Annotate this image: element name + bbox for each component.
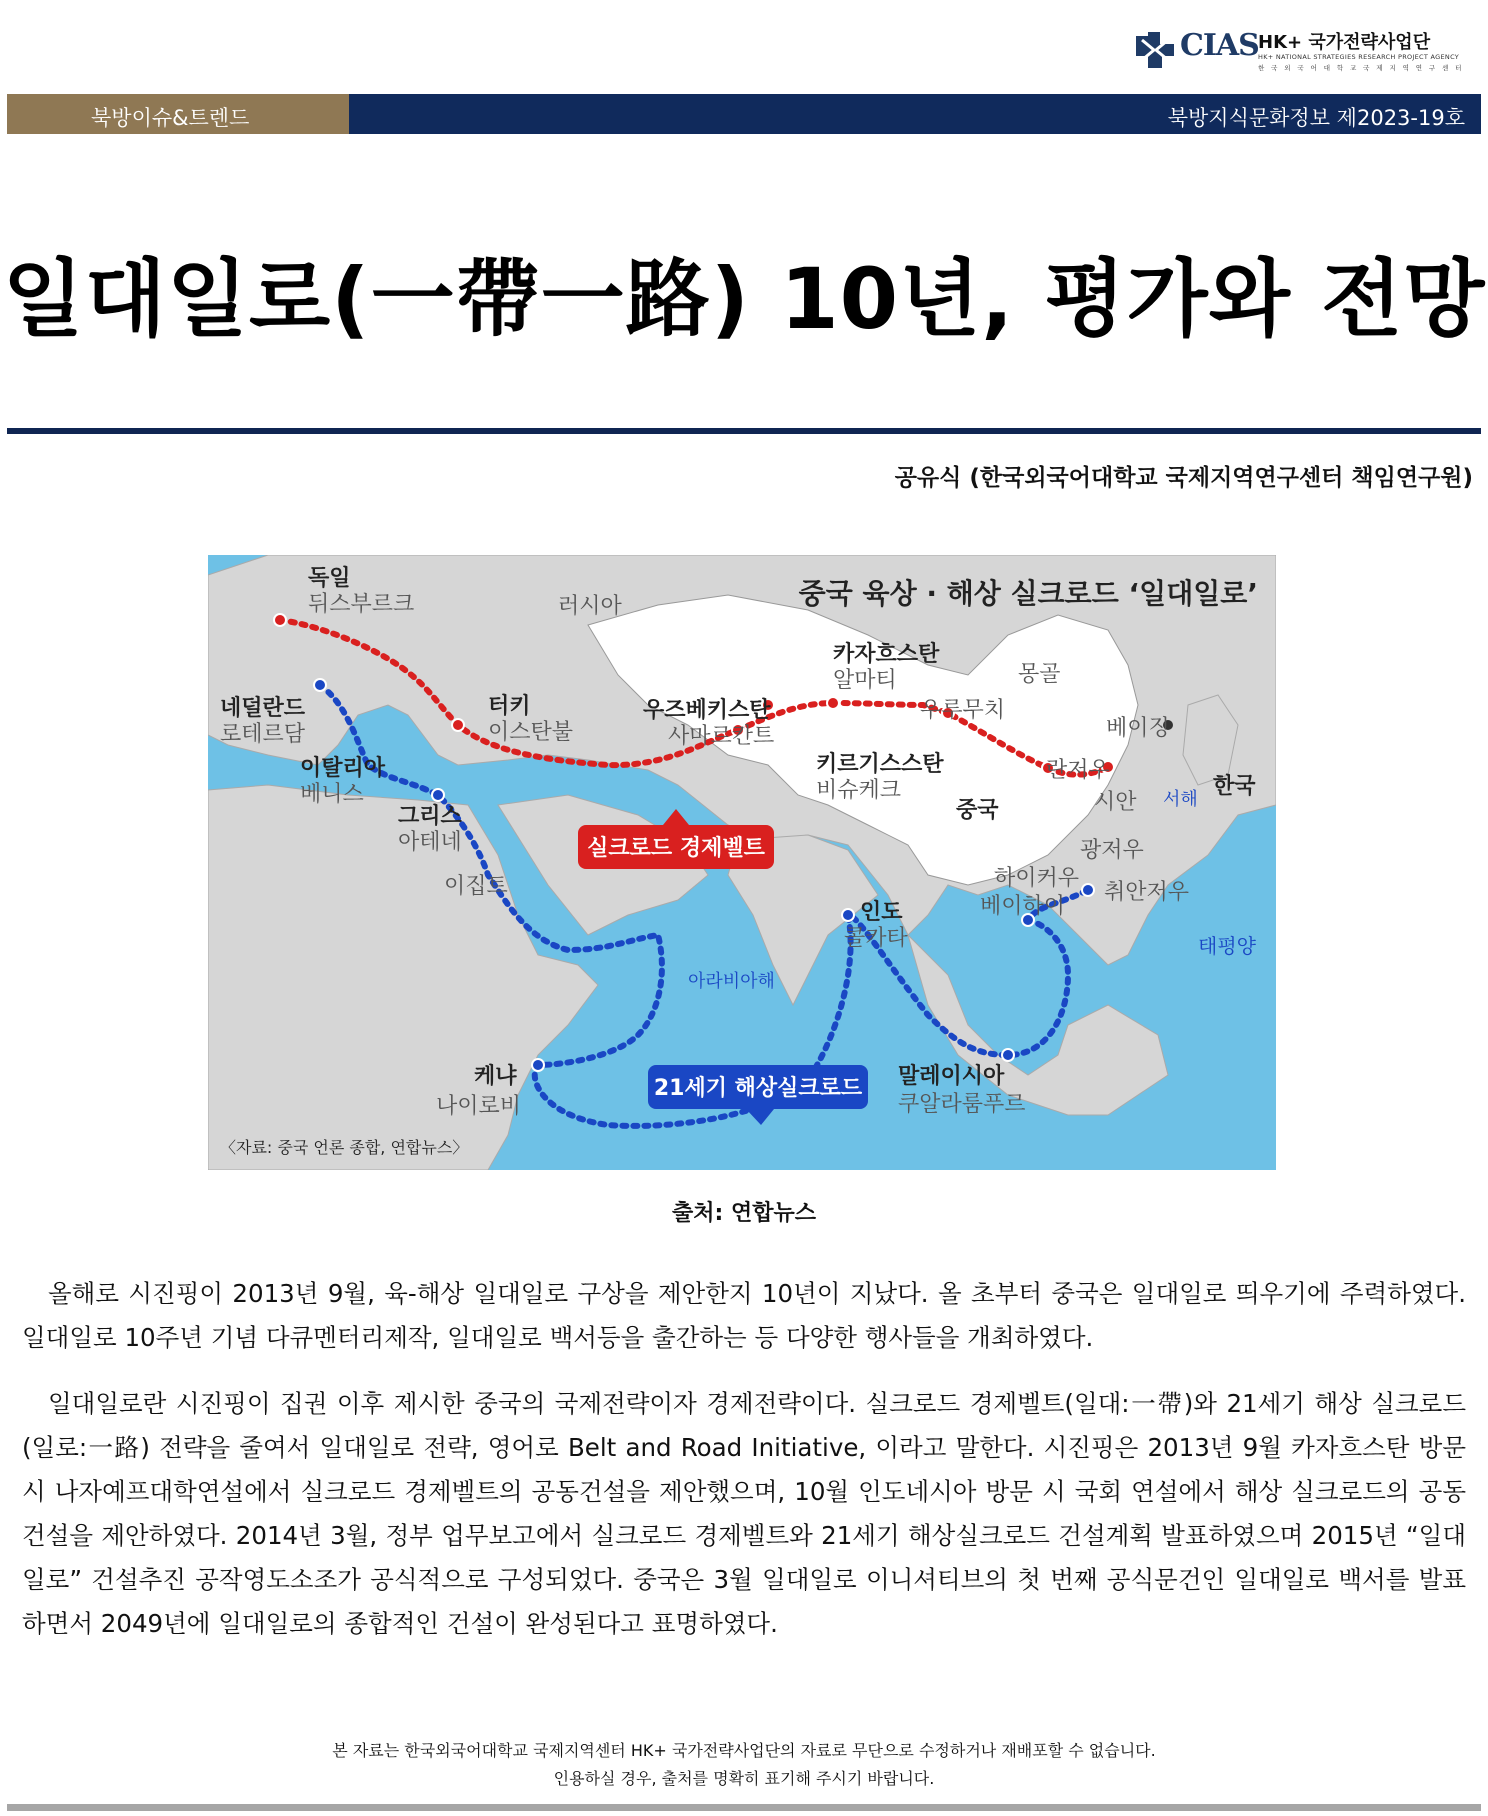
label-kazakhstan: 카자흐스탄	[833, 642, 940, 667]
label-egypt: 이집트	[444, 874, 508, 899]
point-venice	[314, 679, 326, 691]
label-kenya: 케냐	[474, 1064, 517, 1089]
label-china: 중국	[956, 798, 999, 823]
label-beijing: 베이징	[1106, 716, 1170, 741]
paragraph-text: 일대일로란 시진핑이 집권 이후 제시한 중국의 국제전략이자 경제전략이다. 실크로드 경제벨트(일대:一帶)와 21세기 해상 실크로드(일로:一路) 전략을 줄여서 일대일로 전략, 영어로 Belt and Road Initiative, 이라고 말한다. 시진핑은 2013년 9월 카자흐스탄 방문 시 나자예프대학연설에서 실크로드 경제벨트의 공동건설을 제안했으며, 10월 인도네시아 방문 시 국회 연설에서 해상 실크로드의 공동건설을 제안하였다. 2014년 3월, 정부 업무보고에서 실크로드 경제벨트와 21세기 해상실크로드 건설계획 발표하였으며 2015년 “일대일로” 건설추진 공작영도소조가 공식적으로 구성되었다. 중국은 3월 일대일로 이니셔티브의 첫 번째 공식문건인 일대일로 백서를 발표하면서 2049년에 일대일로의 종합적인 건설이 완성된다고 표명하였다.	[22, 1389, 1466, 1638]
document-title: 일대일로(一帶一路) 10년, 평가와 전망	[2, 250, 1486, 348]
label-xian: 시안	[1094, 790, 1137, 815]
logo-sub-korean: 한 국 외 국 어 대 학 교 국 제 지 역 연 구 센 터	[1258, 64, 1464, 72]
category-label: 북방이슈&트렌드	[91, 106, 250, 130]
issue-number: 북방지식문화정보 제2023-19호	[1167, 106, 1465, 130]
title-divider	[7, 428, 1481, 434]
body-paragraph-2	[22, 1382, 1466, 1646]
figure-caption: 출처: 연합뉴스	[672, 1201, 816, 1226]
label-mongolia: 몽골	[1018, 662, 1061, 687]
label-athens: 아테네	[398, 830, 462, 855]
label-duisburg: 뒤스부르크	[308, 592, 415, 617]
label-germany: 독일	[308, 566, 351, 591]
point-athens	[432, 789, 444, 801]
logo-hk-text: HK+ 국가전략사업단	[1258, 32, 1431, 53]
sea-route-label: 21세기 해상실크로드	[653, 1076, 863, 1101]
label-istanbul: 이스탄불	[488, 720, 574, 745]
label-kolkata: 콜카타	[844, 926, 908, 951]
label-korea: 한국	[1213, 774, 1256, 799]
body-paragraph-1	[22, 1272, 1466, 1360]
label-haikou: 하이커우	[994, 866, 1080, 891]
logo-cias-text: CIAS	[1180, 28, 1259, 63]
label-guangzhou: 광저우	[1080, 838, 1144, 863]
label-venice: 베니스	[300, 782, 364, 807]
label-uzbekistan: 우즈베키스탄	[643, 698, 771, 723]
label-samarkand: 사마르칸트	[668, 724, 775, 749]
label-yellow-sea: 서해	[1163, 789, 1198, 810]
label-rotterdam: 로테르담	[220, 722, 306, 747]
point-duisburg	[274, 614, 286, 626]
point-kuala-lumpur	[1002, 1049, 1014, 1061]
silk-road-map	[208, 555, 1276, 1170]
label-turkey: 터키	[488, 694, 531, 719]
map-source-note: 〈자료: 중국 언론 종합, 연합뉴스〉	[220, 1138, 469, 1157]
label-italy: 이탈리아	[300, 756, 386, 781]
label-urumqi: 우루무치	[920, 698, 1006, 723]
label-arabian-sea: 아라비아해	[688, 971, 775, 992]
label-netherlands: 네덜란드	[220, 696, 306, 721]
point-nairobi	[532, 1059, 544, 1071]
land-route-label: 실크로드 경제벨트	[587, 836, 765, 861]
map-title: 중국 육상 · 해상 실크로드 ‘일대일로’	[798, 577, 1258, 610]
footer-citation-note: 인용하실 경우, 출처를 명확히 표기해 주시기 바랍니다.	[553, 1769, 935, 1788]
label-russia: 러시아	[558, 594, 622, 619]
cias-logo	[1134, 26, 1474, 76]
paragraph-text: 올해로 시진핑이 2013년 9월, 육-해상 일대일로 구상을 제안한지 10년이 지났다. 올 초부터 중국은 일대일로 띄우기에 주력하였다. 일대일로 10주년 기념 다큐멘터리제작, 일대일로 백서등을 출간하는 등 다양한 행사들을 개최하였다.	[22, 1279, 1466, 1352]
point-bishkek	[827, 697, 839, 709]
label-bishkek: 비슈케크	[816, 778, 902, 803]
label-kuala-lumpur: 쿠알라룸푸르	[898, 1092, 1026, 1117]
label-malaysia: 말레이시아	[898, 1064, 1005, 1089]
label-greece: 그리스	[398, 804, 462, 829]
label-kyrgyzstan: 키르기스스탄	[816, 752, 944, 777]
footer-notice: 본 자료는 한국외국어대학교 국제지역센터 HK+ 국가전략사업단의 자료로 무단으로 수정하거나 재배포할 수 없습니다.	[332, 1741, 1156, 1760]
point-istanbul	[452, 719, 464, 731]
label-beihai: 베이하이	[980, 894, 1066, 919]
label-almaty: 알마티	[833, 668, 897, 693]
label-quanzhou: 취안저우	[1104, 880, 1190, 905]
point-quanzhou	[1082, 884, 1094, 896]
label-nairobi: 나이로비	[436, 1094, 522, 1119]
label-lanzhou: 란저우	[1046, 758, 1110, 783]
header-bar	[7, 94, 1481, 134]
author-line: 공유식 (한국외국어대학교 국제지역연구센터 책임연구원)	[894, 465, 1473, 491]
footer-divider	[7, 1804, 1481, 1811]
label-pacific: 태평양	[1198, 934, 1256, 958]
cias-logo-icon	[1134, 30, 1176, 70]
logo-sub-english: HK+ NATIONAL STRATEGIES RESEARCH PROJECT AGENCY	[1258, 53, 1460, 61]
point-kolkata	[842, 909, 854, 921]
label-india: 인도	[860, 900, 903, 925]
